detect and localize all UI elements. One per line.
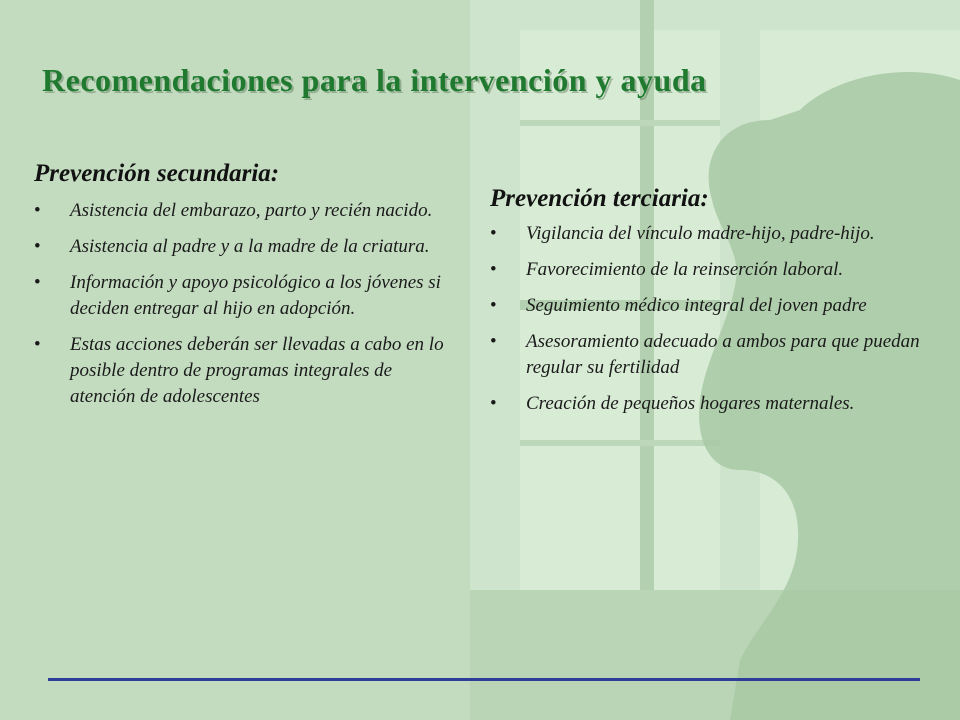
secondary-prevention-heading: Prevención secundaria: — [34, 160, 280, 187]
page-title: Recomendaciones para la intervención y ayuda — [42, 62, 707, 98]
bullet-icon: • — [34, 272, 41, 293]
bullet-icon: • — [34, 200, 41, 221]
tertiary-prevention-section — [490, 185, 930, 427]
footer-divider — [48, 678, 920, 681]
bullet-icon: • — [490, 331, 497, 352]
list-item: • Información y apoyo psicológico a los jóvenes si deciden entregar al hijo en adopción. — [34, 272, 441, 319]
tertiary-prevention-list — [490, 221, 930, 417]
secondary-prevention-section — [34, 160, 454, 420]
list-item: • Favorecimiento de la reinserción laboral. — [490, 257, 930, 283]
list-item: • Asesoramiento adecuado a ambos para que puedan regular su fertilidad — [490, 331, 920, 378]
bullet-icon: • — [34, 334, 41, 355]
list-item: • Asistencia del embarazo, parto y recién nacido. — [34, 198, 454, 224]
bullet-icon: • — [34, 236, 41, 257]
tertiary-prevention-heading: Prevención terciaria: — [490, 185, 709, 212]
list-item: • Asistencia al padre y a la madre de la criatura. — [34, 234, 454, 260]
bullet-icon: • — [490, 393, 497, 414]
list-item: • Seguimiento médico integral del joven padre — [490, 293, 930, 319]
list-item: • Creación de pequeños hogares maternales. — [490, 391, 930, 417]
list-item: • Vigilancia del vínculo madre-hijo, padre-hijo. — [490, 221, 930, 247]
bullet-icon: • — [490, 223, 497, 244]
secondary-prevention-list — [34, 198, 454, 410]
list-item: • Estas acciones deberán ser llevadas a cabo en lo posible dentro de programas integrales de atención de adolescentes — [34, 334, 444, 407]
bullet-icon: • — [490, 259, 497, 280]
bullet-icon: • — [490, 295, 497, 316]
